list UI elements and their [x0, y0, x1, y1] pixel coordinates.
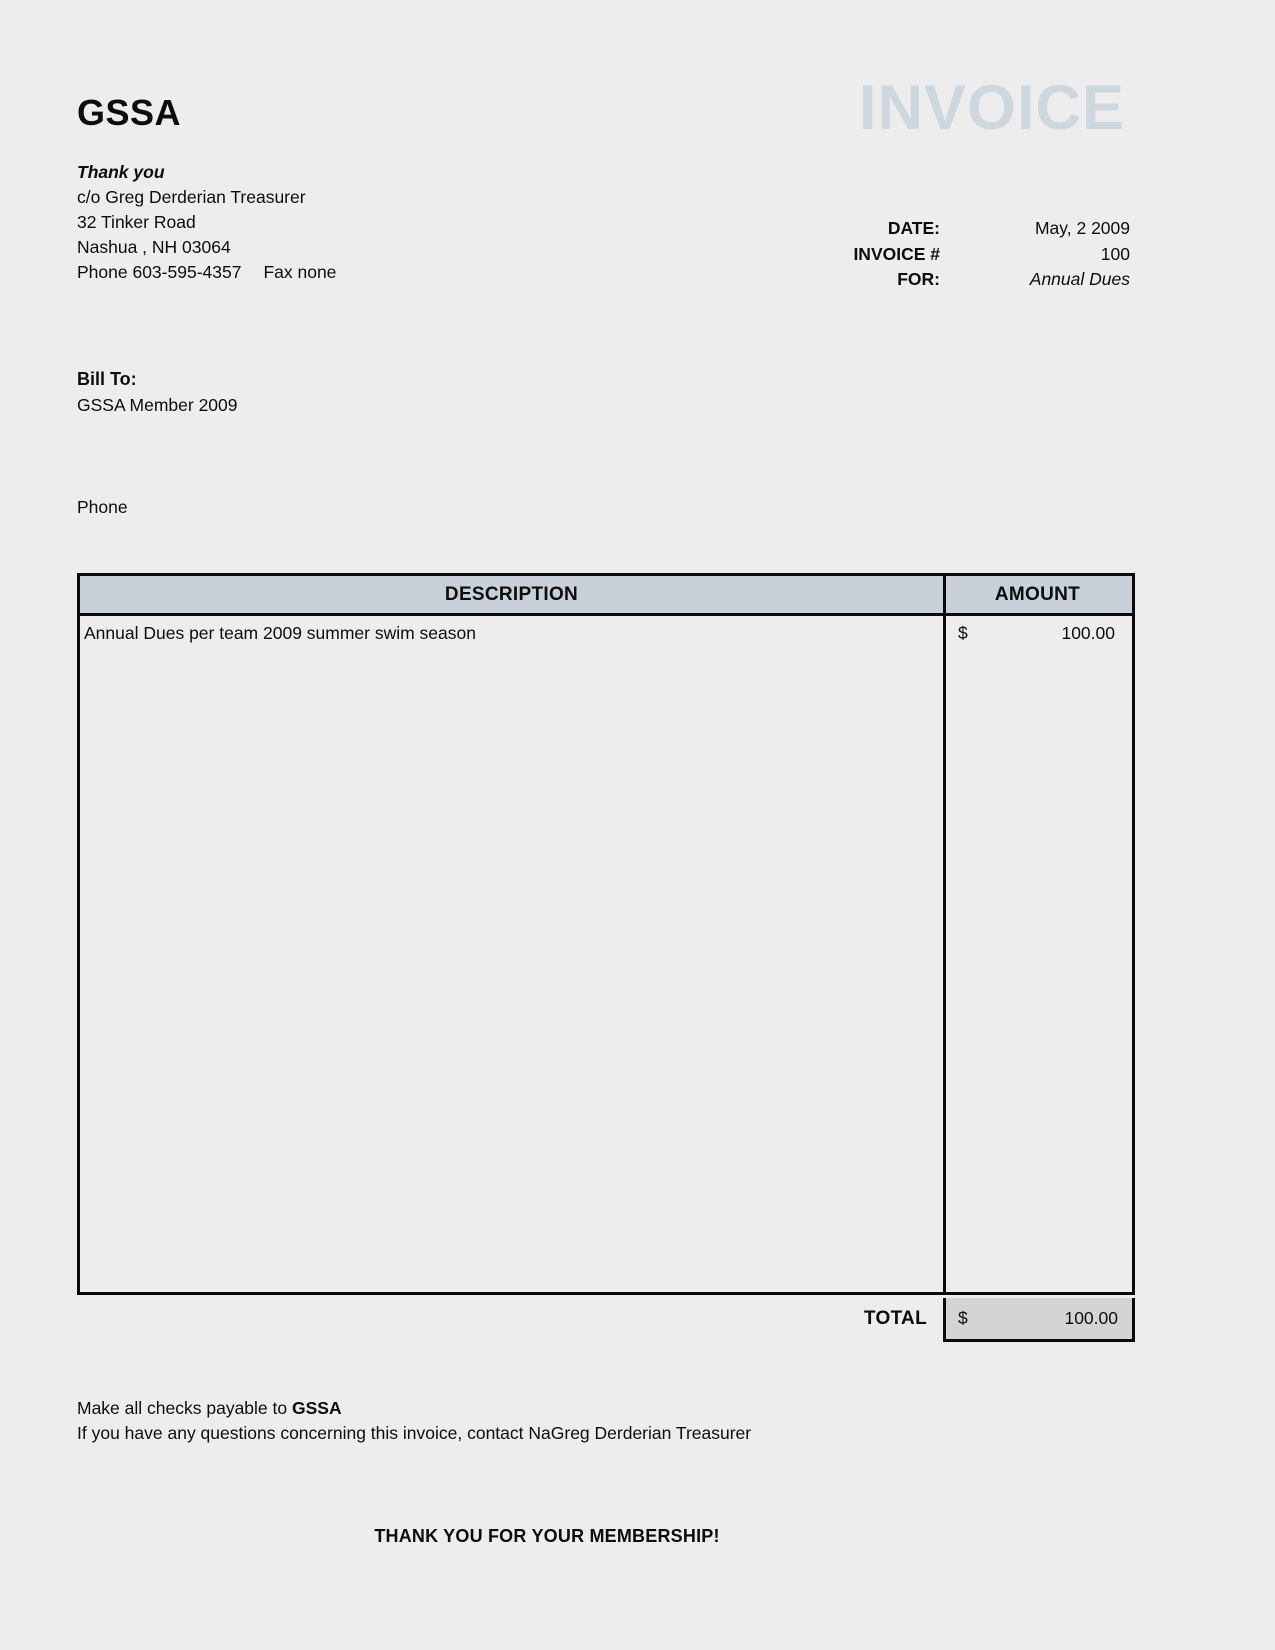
company-address-block: [77, 160, 336, 285]
questions-prefix: If you have any questions concerning this invoice, contact Na: [77, 1423, 551, 1443]
company-phone: Phone 603-595-4357: [77, 262, 242, 282]
total-currency-symbol: $: [958, 1308, 968, 1328]
bill-to-label: Bill To:: [77, 369, 137, 389]
date-value: May, 2 2009: [1034, 218, 1130, 238]
date-label: DATE:: [887, 218, 940, 238]
amount-column-header: AMOUNT: [943, 576, 1129, 613]
currency-symbol: $: [958, 623, 968, 643]
total-row: [77, 1298, 1135, 1342]
for-value: Annual Dues: [1029, 269, 1130, 289]
bill-to-block: [77, 366, 238, 418]
invoice-number-value: 100: [1100, 243, 1130, 264]
contact-name: Greg Derderian Treasurer: [550, 1423, 752, 1443]
line-item-description: Annual Dues per team 2009 summer swim season: [84, 623, 476, 643]
table-body-row: [80, 616, 1132, 1292]
company-name: GSSA: [77, 92, 182, 133]
total-amount: 100.00: [1064, 1308, 1118, 1328]
footer-notes: [77, 1396, 751, 1446]
line-items-table: [77, 573, 1135, 1295]
questions-line: [77, 1421, 751, 1446]
thank-you-message: THANK YOU FOR YOUR MEMBERSHIP!: [374, 1526, 720, 1546]
invoice-watermark-title: INVOICE: [858, 73, 1125, 143]
address-line-care-of: c/o Greg Derderian Treasurer: [77, 187, 306, 207]
bill-to-name: GSSA Member 2009: [77, 395, 238, 415]
line-item-amount: 100.00: [1061, 623, 1115, 643]
checks-payee: GSSA: [291, 1398, 342, 1418]
company-tagline: Thank you: [77, 162, 165, 182]
for-label: FOR:: [897, 269, 940, 289]
address-line-street: 32 Tinker Road: [77, 212, 196, 232]
checks-payable-line: [77, 1396, 751, 1421]
address-line-city: Nashua , NH 03064: [77, 237, 231, 257]
checks-payable-prefix: Make all checks payable to: [77, 1398, 292, 1418]
company-fax: Fax none: [263, 262, 337, 282]
bill-to-phone-label: Phone: [77, 497, 128, 517]
total-amount-cell: [943, 1298, 1135, 1342]
table-header-row: [80, 576, 1132, 616]
total-label: TOTAL: [863, 1308, 927, 1329]
invoice-meta: [853, 216, 1130, 293]
company-phone-fax: [77, 260, 336, 285]
description-column-header: DESCRIPTION: [444, 584, 579, 605]
invoice-number-label: INVOICE #: [853, 243, 940, 264]
line-item-amount-cell: [943, 616, 1129, 1292]
